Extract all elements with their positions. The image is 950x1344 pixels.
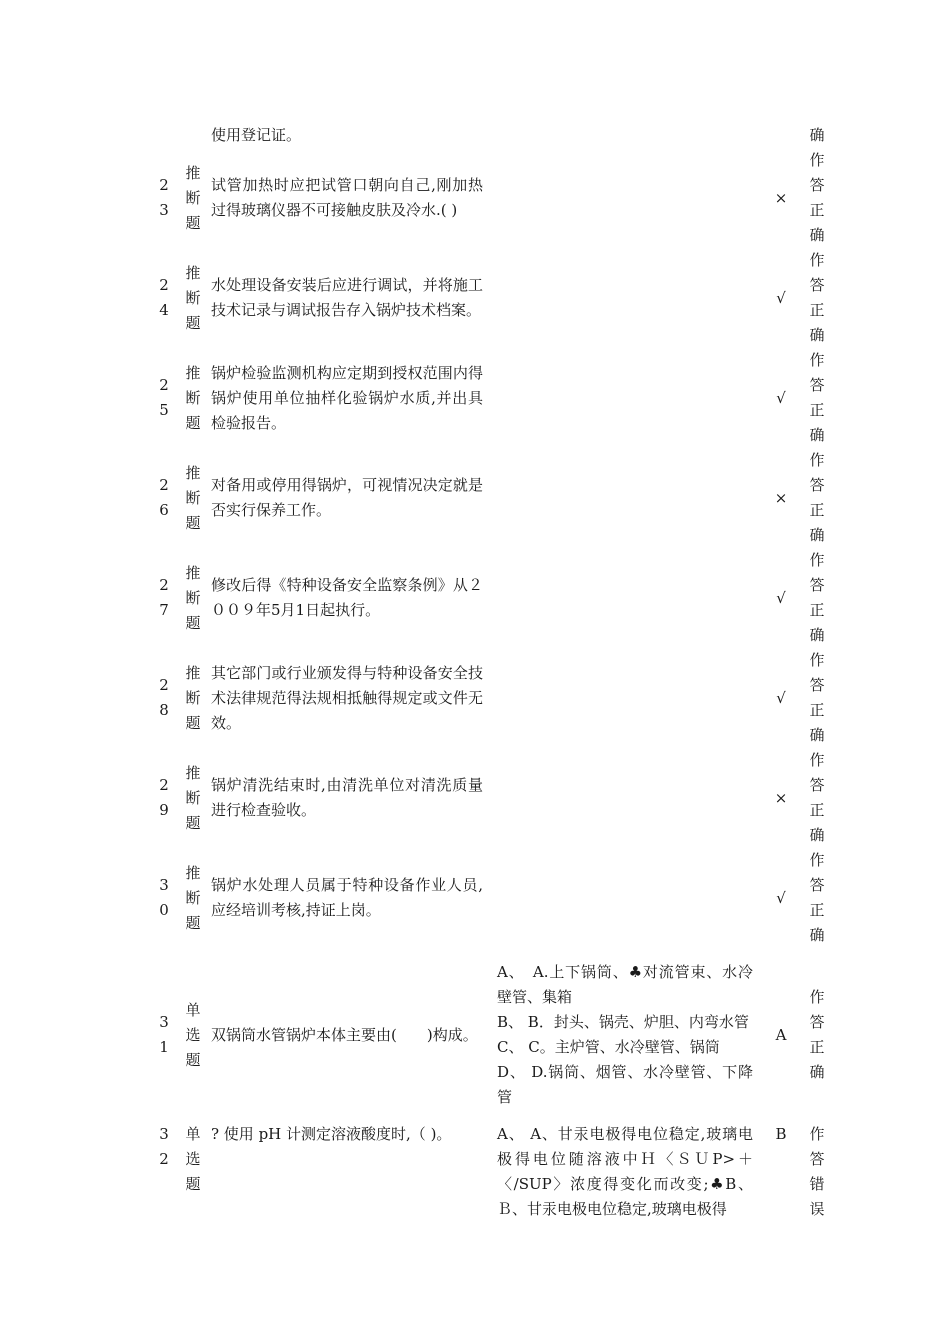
answer-mark: √ (776, 888, 786, 907)
question-text: 修改后得《特种设备安全监察条例》从２００９年5月1日起执行。 (211, 576, 483, 619)
answer-mark: A (775, 1025, 787, 1044)
result-text: 作 答 正 确 (809, 851, 825, 944)
table-row (155, 148, 835, 248)
table-row (155, 1122, 835, 1222)
table-row (155, 748, 835, 848)
options-list (491, 548, 763, 648)
options-list (491, 848, 763, 948)
result-text: 确 (809, 125, 825, 144)
table-row (155, 648, 835, 748)
question-text: 锅炉水处理人员属于特种设备作业人员,应经培训考核,持证上岗。 (211, 876, 483, 919)
options-list (491, 648, 763, 748)
question-text: 对备用或停用得锅炉，可视情况决定就是否实行保养工作。 (211, 476, 483, 519)
answer-mark: √ (776, 588, 786, 607)
question-type: 推 断 题 (185, 163, 201, 232)
table-row (155, 248, 835, 348)
question-number: 2 5 (159, 376, 169, 419)
question-text: 锅炉检验监测机构应定期到授权范围内得锅炉使用单位抽样化验锅炉水质,并出具检验报告。 (211, 363, 483, 432)
question-number: 2 9 (159, 776, 169, 819)
question-table (155, 122, 835, 1222)
table-row (155, 948, 835, 1122)
result-text: 作 答 正 确 (809, 151, 825, 244)
question-type: 推 断 题 (185, 563, 201, 632)
question-text: 双锅筒水管锅炉本体主要由( )构成。 (211, 1025, 478, 1044)
question-text: 其它部门或行业颁发得与特种设备安全技术法律规范得法规相抵触得规定或文件无效。 (211, 663, 483, 732)
question-number: 2 8 (159, 676, 169, 719)
options-list (491, 1122, 763, 1222)
question-number: 3 2 (159, 1125, 169, 1168)
question-number: 2 7 (159, 576, 169, 619)
option-item: D、 D.锅筒、烟管、水冷壁管、下降管 (497, 1063, 753, 1106)
question-type: 推 断 题 (185, 263, 201, 332)
options-list (491, 248, 763, 348)
table-row (155, 448, 835, 548)
result-text: 作 答 正 确 (809, 351, 825, 444)
question-text: 试管加热时应把试管口朝向自己,刚加热过得玻璃仪器不可接触皮肤及冷水.( ) (211, 176, 483, 219)
result-text: 作 答 正 确 (809, 551, 825, 644)
question-type: 单 选 题 (185, 1125, 201, 1193)
answer-mark: √ (776, 388, 786, 407)
options-list (491, 448, 763, 548)
answer-mark: √ (776, 288, 786, 307)
options-list (491, 748, 763, 848)
answer-mark: × (774, 488, 788, 507)
options-list (491, 348, 763, 448)
option-item: A、 A、甘汞电极得电位稳定,玻璃电极得电位随溶液中Ｈ〈ＳＵP>＋〈/SUP〉浓度得变化而改变;♣B、Ｂ、甘汞电极电位稳定,玻璃电极得 (497, 1125, 753, 1218)
question-number: 3 0 (159, 876, 169, 919)
answer-mark: B (775, 1125, 787, 1143)
question-text: 使用登记证。 (211, 125, 302, 144)
question-type: 推 断 题 (185, 763, 201, 832)
table-row (155, 848, 835, 948)
result-text: 作 答 正 确 (809, 988, 825, 1081)
table-row (155, 122, 835, 148)
question-type: 单 选 题 (185, 1000, 201, 1069)
result-text: 作 答 错 误 (809, 1125, 825, 1218)
question-number: 2 6 (159, 476, 169, 519)
options-list (491, 148, 763, 248)
question-text: 水处理设备安装后应进行调试，并将施工技术记录与调试报告存入锅炉技术档案。 (211, 276, 483, 319)
options-list (491, 948, 763, 1122)
question-number: 3 1 (159, 1013, 169, 1056)
result-text: 作 答 正 确 (809, 751, 825, 844)
question-type: 推 断 题 (185, 463, 201, 532)
answer-mark: √ (776, 688, 786, 707)
question-number: 2 3 (159, 176, 169, 219)
result-text: 作 答 正 确 (809, 651, 825, 744)
answer-mark: × (774, 788, 788, 807)
question-number: 2 4 (159, 276, 169, 319)
option-item: C、 C。主炉管、水冷壁管、锅筒 (497, 1038, 720, 1056)
result-text: 作 答 正 确 (809, 451, 825, 544)
answer-mark: × (774, 188, 788, 207)
question-type: 推 断 题 (185, 363, 201, 432)
question-type: 推 断 题 (185, 863, 201, 932)
table-row (155, 348, 835, 448)
question-text: ? 使用 pH 计测定溶液酸度时,（ )。 (211, 1125, 452, 1143)
option-item: B、 B．封头、锅壳、炉胆、内弯水管 (497, 1013, 749, 1031)
question-text: 锅炉清洗结束时,由清洗单位对清洗质量进行检查验收。 (211, 776, 483, 819)
table-row (155, 548, 835, 648)
question-type: 推 断 题 (185, 663, 201, 732)
result-text: 作 答 正 确 (809, 251, 825, 344)
option-item: A、 A.上下锅筒、♣对流管束、水冷壁管、集箱 (497, 963, 753, 1006)
